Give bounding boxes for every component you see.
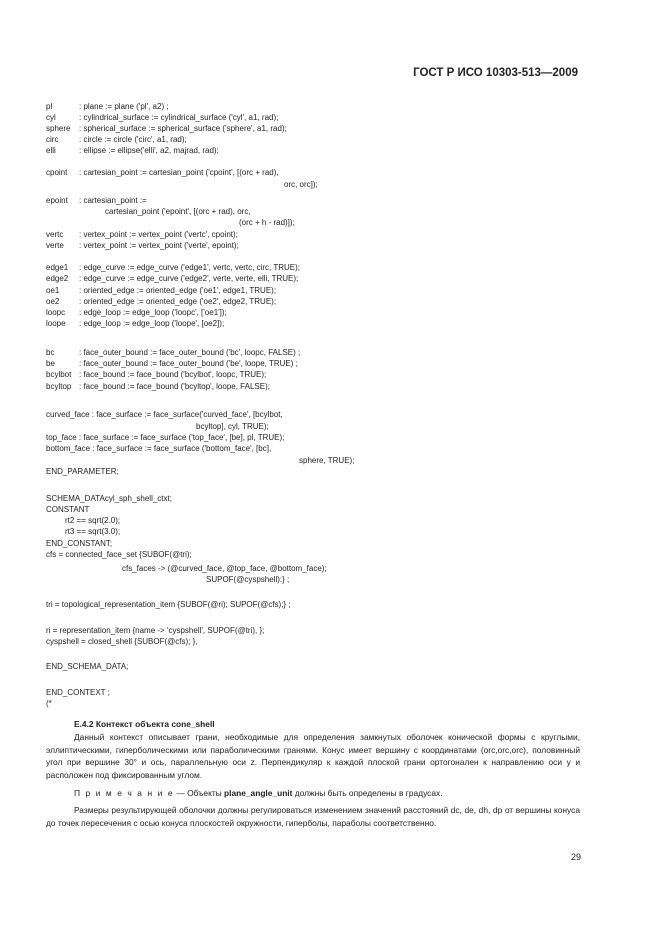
code-identifier: edge2 [46,274,69,283]
code-line: SCHEMA_DATAcyl_sph_shell_ctxt; [46,494,172,503]
code-text: : oriented_edge := oriented_edge ('oe2', edge2, TRUE); [79,297,277,306]
code-line: bottom_face : face_surface := face_surface ('bottom_face', [bc], [46,444,272,453]
code-line: rt3 == sqrt(3.0); [65,527,121,536]
code-text: : cylindrical_surface := cylindrical_surface ('cyl', a1, rad); [79,113,279,122]
code-text: : edge_loop := edge_loop ('loope', [oe2]); [79,319,225,328]
code-text: : cartesian_point := [79,196,147,205]
code-line: rt2 == sqrt(2.0); [65,516,121,525]
code-identifier: loope [46,319,66,328]
code-line: ri = representation_item {name -> 'cyspshell', SUPOF(@tri), }; [46,626,265,635]
code-line: END_CONSTANT; [46,539,113,548]
code-line [46,145,219,156]
code-line: cyspshell = closed_shell {SUBOF(@cfs); }, [46,637,198,646]
code-identifier: bcylbot [46,370,72,379]
code-text: : vertex_point := vertex_point ('vertc', cpoint); [79,230,238,239]
page-number: 29 [571,852,582,862]
code-identifier: vertc [46,230,64,239]
code-identifier: circ [46,135,59,144]
code-line: END_CONTEXT ; [46,688,110,697]
code-line [46,307,227,318]
code-identifier: cpoint [46,168,68,177]
section-e-4-2 [46,718,580,829]
code-line [46,229,238,240]
code-line [284,179,318,190]
code-text: : face_outer_bound := face_outer_bound ('bc', loopc, FALSE) ; [79,348,301,357]
code-identifier: oe2 [46,297,60,306]
code-line: bcyltop], cyl, TRUE); [196,422,269,431]
code-identifier: elli [46,146,56,155]
code-identifier: sphere [46,124,71,133]
code-line: END_SCHEMA_DATA; [46,662,129,671]
code-text: : cartesian_point := cartesian_point ('cpoint', [(orc + rad), [79,168,279,177]
code-line [46,167,279,178]
code-identifier: epoint [46,196,68,205]
section-paragraph-1: Данный контекст описывает грани, необходимые для определения замкнутых оболочек конической формы с круглыми, эллиптическими, гиперболическими или параболическими гранями. Конус имеет вершину с координатами (orc,orc,orc), половинный угол при вершине 30° и ось, параллельную оси z. Перпендикуляр к каждой плоской грани ортогонален к направлению оси y и расположен под фиксированным углом. [46,731,580,781]
code-line [46,296,276,307]
code-identifier: be [46,359,55,368]
code-line [46,101,169,112]
code-text: : oriented_edge := oriented_edge ('oe1', edge1, TRUE); [79,286,277,295]
code-identifier: bc [46,348,55,357]
code-line [239,217,295,228]
code-text: : vertex_point := vertex_point ('verte', epoint); [79,241,239,250]
code-line: SUPOF(@cyspshell):} ; [206,575,290,584]
code-identifier: bcyltop [46,382,72,391]
code-line [46,134,187,145]
section-paragraph-2: Размеры результирующей оболочки должны регулироваться изменением значений расстояний dc, de, dh, dp от вершины конуса до точек пересечения с осью конуса плоскостей окружности, гиперболы, параболы соответственно. [46,804,580,828]
code-line [46,123,287,134]
code-text: (orc + h - rad)]); [239,218,295,227]
code-line: top_face : face_surface := face_surface ('top_face', [be], pl, TRUE); [46,433,285,442]
code-line: tri = topological_representation_item {SUBOF(@ri); SUPOF(@cfs);} ; [46,600,291,609]
code-text: orc, orc]); [284,180,318,189]
note-dash: — Объекты [174,787,225,798]
code-identifier: loopc [46,308,66,317]
code-line: cfs_faces -> (@curved_face, @top_face, @bottom_face); [122,564,327,573]
code-text: cartesian_point ('epoint', [(orc + rad), orc, [105,207,251,216]
code-text: : face_bound := face_bound ('bcyltop', loope, FALSE); [79,382,270,391]
code-line [46,381,270,392]
code-identifier: edge1 [46,263,69,272]
code-text: : edge_loop := edge_loop ('loopc', ['oe1']); [79,308,227,317]
code-line [46,369,266,380]
code-identifier: pl [46,102,53,111]
note-label: П р и м е ч а н и е [74,787,175,798]
code-text: : spherical_surface := spherical_surface ('sphere', a1, rad); [79,124,287,133]
code-text: : face_bound := face_bound ('bcylbot', loopc, TRUE); [79,370,267,379]
code-text: : edge_curve := edge_curve ('edge1', vertc, vertc, circ, TRUE); [79,263,301,272]
code-line [46,273,298,284]
code-line: END_PARAMETER; [46,467,119,476]
code-line [46,285,276,296]
code-identifier: verte [46,241,64,250]
note-bold-term: plane_angle_unit [224,787,293,798]
code-line [46,195,147,206]
document-header: ГОСТ Р ИСО 10303-513—2009 [413,67,578,79]
code-line [46,318,224,329]
code-text: : circle := circle ('circ', a1, rad); [79,135,187,144]
code-text: : plane := plane ('pl', a2) ; [79,102,169,111]
code-text: : face_outer_bound := face_outer_bound ('be', loope, TRUE) ; [79,359,298,368]
code-line: curved_face : face_surface := face_surface('curved_face', [bcylbot, [46,410,283,419]
note-rest: должны быть определены в градусах. [292,787,443,798]
code-line: sphere, TRUE); [299,456,355,465]
code-text: : ellipse := ellipse('elli', a2, majrad, rad); [79,146,219,155]
code-line [46,347,300,358]
code-line [46,262,300,273]
code-line [46,358,298,369]
code-line: (* [46,699,52,708]
code-text: : edge_curve := edge_curve ('edge2', verte, verte, elli, TRUE); [79,274,299,283]
section-heading: Е.4.2 Контекст объекта cone_shell [74,719,215,729]
code-line [105,206,251,217]
code-identifier: cyl [46,113,56,122]
code-line: CONSTANT [46,505,90,514]
code-line [46,240,239,251]
note-paragraph [46,787,580,800]
code-line [46,112,278,123]
code-line: cfs = connected_face_set {SUBOF(@tri); [46,550,192,559]
code-identifier: oe1 [46,286,60,295]
